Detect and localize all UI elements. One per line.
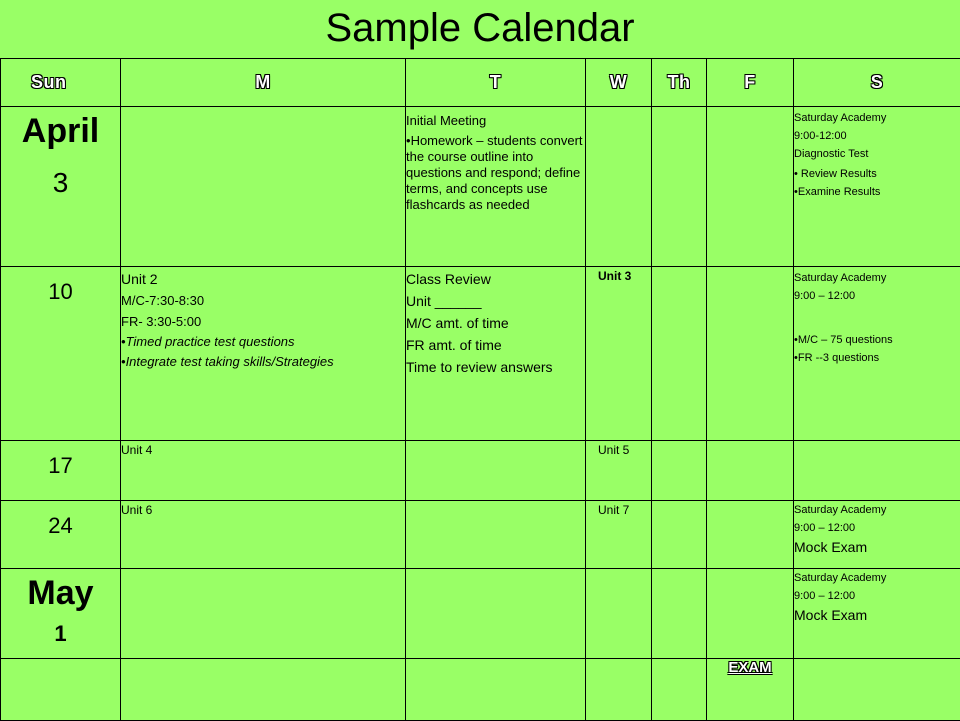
mon-cell (121, 441, 406, 501)
event-bullet: • FR --3 questions (794, 349, 960, 367)
event-line: 9:00-12:00 (794, 127, 960, 145)
event-bullet: • Integrate test taking skills/Strategies (121, 354, 405, 370)
thu-cell (652, 569, 707, 659)
fri-cell (707, 569, 794, 659)
exam-label: EXAM (707, 659, 794, 721)
date-cell (1, 107, 121, 267)
sat-cell (794, 441, 960, 501)
month-label: April (1, 111, 120, 151)
week-row (1, 267, 960, 441)
event-line: Saturday Academy (794, 501, 960, 519)
thu-cell (652, 267, 707, 441)
event-line: Saturday Academy (794, 569, 960, 587)
event-line: Unit ______ (406, 293, 585, 310)
header-thu: Th (652, 59, 707, 107)
event-line: Unit 6 (121, 503, 405, 518)
date-cell (1, 569, 121, 659)
event-line: Unit 5 (598, 443, 651, 458)
event-line: FR amt. of time (406, 337, 585, 354)
event-bullet: • Homework – students convert the course outline into questions and respond; define terms, and concepts use flashcards as needed (406, 133, 585, 213)
event-bullet: • M/C – 75 questions (794, 331, 960, 349)
wed-cell (586, 107, 652, 267)
thu-cell (652, 441, 707, 501)
day-number: 17 (1, 441, 120, 479)
header-mon: M (121, 59, 406, 107)
tue-cell (406, 441, 586, 501)
header-sun: Sun (1, 59, 121, 107)
event-line: Saturday Academy (794, 269, 960, 287)
thu-cell (652, 501, 707, 569)
tue-cell (406, 267, 586, 441)
event-line: Time to review answers (406, 359, 585, 376)
mon-cell (121, 501, 406, 569)
event-heading: Initial Meeting (406, 113, 585, 129)
event-line: 9:00 – 12:00 (794, 519, 960, 537)
page-title: Sample Calendar (0, 0, 960, 58)
header-fri: F (707, 59, 794, 107)
header-wed: W (586, 59, 652, 107)
event-heading: Unit 2 (121, 271, 405, 288)
event-bullet: • Timed practice test questions (121, 334, 405, 350)
event-line: 9:00 – 12:00 (794, 587, 960, 605)
mon-cell (121, 107, 406, 267)
sat-cell (794, 659, 960, 721)
event-emphasis: Mock Exam (794, 539, 960, 556)
fri-cell (707, 501, 794, 569)
wed-cell (586, 501, 652, 569)
thu-cell (652, 107, 707, 267)
tue-cell (406, 659, 586, 721)
event-bullet: • Examine Results (794, 183, 960, 201)
week-row (1, 659, 960, 721)
event-emphasis: Mock Exam (794, 607, 960, 624)
sat-cell (794, 107, 960, 267)
header-sat: S (794, 59, 960, 107)
header-tue: T (406, 59, 586, 107)
wed-cell (586, 267, 652, 441)
tue-cell (406, 569, 586, 659)
event-line: 9:00 – 12:00 (794, 287, 960, 305)
day-number: 3 (1, 165, 120, 201)
week-row (1, 501, 960, 569)
event-line: Unit 4 (121, 443, 405, 458)
sat-cell (794, 501, 960, 569)
header-row (1, 59, 960, 107)
calendar-table (0, 58, 960, 721)
event-line: Unit 7 (598, 503, 651, 518)
event-line: FR- 3:30-5:00 (121, 314, 405, 330)
thu-cell (652, 659, 707, 721)
fri-cell (707, 441, 794, 501)
event-line: Unit 3 (598, 269, 651, 284)
date-cell (1, 267, 121, 441)
event-bullet: • Review Results (794, 165, 960, 183)
day-number: 24 (1, 501, 120, 539)
wed-cell (586, 441, 652, 501)
mon-cell (121, 267, 406, 441)
wed-cell (586, 569, 652, 659)
tue-cell (406, 501, 586, 569)
week-row (1, 107, 960, 267)
event-line: Diagnostic Test (794, 145, 960, 163)
month-label: May (1, 573, 120, 613)
day-number: 10 (1, 267, 120, 305)
wed-cell (586, 659, 652, 721)
sat-cell (794, 569, 960, 659)
event-line: Saturday Academy (794, 109, 960, 127)
event-line: M/C amt. of time (406, 315, 585, 332)
week-row (1, 441, 960, 501)
fri-cell (707, 267, 794, 441)
event-line: M/C-7:30-8:30 (121, 293, 405, 309)
event-line: Class Review (406, 271, 585, 288)
fri-cell (707, 107, 794, 267)
date-cell (1, 501, 121, 569)
mon-cell (121, 569, 406, 659)
date-cell (1, 441, 121, 501)
day-number: 1 (1, 619, 120, 649)
tue-cell (406, 107, 586, 267)
week-row (1, 569, 960, 659)
sat-cell (794, 267, 960, 441)
date-cell (1, 659, 121, 721)
mon-cell (121, 659, 406, 721)
